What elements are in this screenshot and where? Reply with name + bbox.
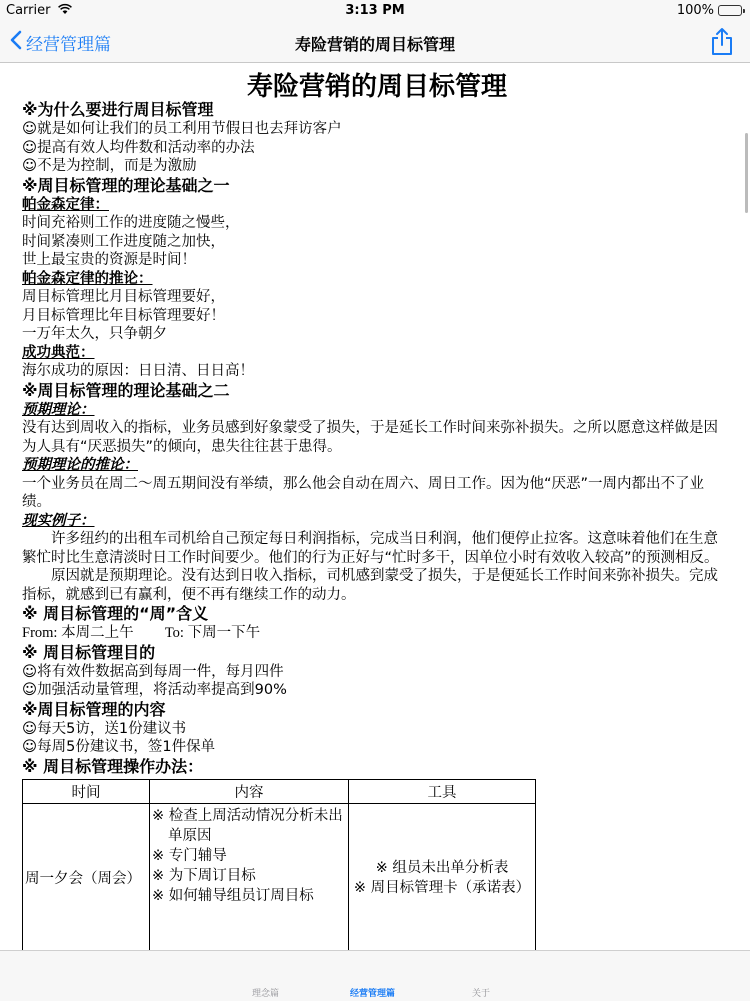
text-line: 时间充裕则工作的进度随之慢些，: [22, 215, 240, 231]
section-heading: ※ 周目标管理操作办法：: [22, 756, 204, 776]
battery-status: [677, 3, 742, 18]
tab-bar: [0, 950, 750, 1001]
week-range: [22, 624, 732, 643]
section-heading: ※ 周目标管理目的: [22, 642, 156, 662]
subheading: 帕金森定律的推论：: [22, 270, 153, 287]
carrier-label: Carrier: [6, 3, 51, 18]
document: [22, 63, 732, 996]
subheading: 帕金森定律：: [22, 196, 109, 213]
table-header-row: [23, 779, 536, 803]
paragraph: 没有达到周收入的指标，业务员感到好象蒙受了损失，于是延长工作时间来弥补损失。之所以愿意这样做是因为人具有“厌恶损失”的倾向，患失往往甚于患得。: [22, 420, 718, 455]
text-line: 一万年太久，只争朝夕: [22, 326, 167, 342]
text-line: 海尔成功的原因：日日清、日日高！: [22, 363, 254, 379]
to-value: 下周一下午: [187, 625, 261, 641]
section-heading: ※周目标管理的理论基础之一: [22, 175, 230, 195]
document-title: 寿险营销的周目标管理: [246, 72, 507, 102]
paragraph: 许多纽约的出租车司机给自己预定每日利润指标，完成当日利润，他们便停止拉客。这意味着他们在生意繁忙时比生意清淡时日工作时间要少。他们的行为正好与“忙时多干，因单位小时有效收入较高”的预测相反。: [22, 531, 719, 566]
cell-tools: [349, 803, 536, 952]
section-heading: ※周目标管理的理论基础之二: [22, 380, 230, 400]
content-item: ※ 专门辅导: [152, 847, 227, 864]
share-button[interactable]: [708, 26, 736, 56]
tab-about[interactable]: 关于: [472, 989, 491, 999]
list-item: ☺将有效件数据高到每周一件，每月四件: [22, 663, 284, 680]
subheading: 预期理论的推论：: [22, 457, 138, 473]
page-title: 寿险营销的周目标管理: [294, 35, 455, 54]
cell-time: 周一夕会（周会）: [23, 803, 150, 952]
section-heading: ※为什么要进行周目标管理: [22, 100, 214, 119]
list-item: ☺每周5份建议书，签1件保单: [22, 739, 216, 755]
section-heading: ※周目标管理的内容: [22, 699, 166, 719]
text-line: 月目标管理比年目标管理要好！: [22, 307, 225, 324]
from-label: From:: [22, 625, 58, 641]
back-label: 经营管理篇: [26, 35, 111, 55]
subheading: 预期理论：: [22, 401, 95, 418]
list-item: ☺每天5访，送1份建议书: [22, 720, 187, 737]
section-heading: ※ 周目标管理的“周”含义: [22, 604, 209, 623]
column-header-time: 时间: [23, 779, 150, 803]
text-line: 时间紧凑则工作进度随之加快，: [22, 233, 225, 250]
battery-percent: 100%: [676, 3, 714, 18]
tab-management[interactable]: 经营管理篇: [350, 989, 396, 999]
text-line: 世上最宝贵的资源是时间！: [22, 252, 196, 268]
column-header-tools: 工具: [349, 779, 536, 803]
navigation-bar: [0, 22, 750, 63]
document-view[interactable]: [0, 63, 750, 950]
paragraph: 原因就是预期理论。没有达到日收入指标，司机感到蒙受了损失，于是便延长工作时间来弥补损失。完成指标，就感到已有赢利，便不再有继续工作的动力。: [22, 568, 718, 603]
list-item: ☺就是如何让我们的员工利用节假日也去拜访客户: [22, 121, 342, 137]
list-item: ☺提高有效人均件数和活动率的办法: [22, 139, 255, 156]
column-header-content: 内容: [150, 779, 349, 803]
content-item: ※ 检查上周活动情况分析未出单原因: [152, 807, 343, 844]
tab-philosophy[interactable]: 理念篇: [252, 989, 280, 999]
cell-content: [150, 803, 349, 952]
share-icon: [708, 26, 736, 56]
status-bar: [0, 0, 750, 22]
subheading: 现实例子：: [22, 512, 95, 529]
content-item: ※ 为下周订目标: [152, 867, 256, 884]
tool-item: ※ 周目标管理卡（承诺表）: [353, 879, 531, 896]
text-line: 周目标管理比月目标管理要好，: [22, 289, 225, 305]
list-item: ☺不是为控制，而是为激励: [22, 158, 197, 174]
paragraph: 一个业务员在周二～周五期间没有举绩，那么他会自动在周六、周日工作。因为他“厌恶”一周内都出不了业绩。: [22, 475, 705, 510]
clock: 3:13 PM: [345, 3, 405, 18]
scrollbar[interactable]: [745, 133, 748, 213]
table-row: [23, 803, 536, 952]
subheading: 成功典范：: [22, 344, 95, 361]
list-item: ☺加强活动量管理，将活动率提高到90%: [22, 682, 287, 698]
from-value: 本周二上午: [61, 625, 134, 641]
battery-icon: [718, 5, 742, 16]
to-label: To:: [164, 625, 184, 641]
content-item: ※ 如何辅导组员订周目标: [152, 887, 314, 904]
tool-item: ※ 组员未出单分析表: [375, 859, 509, 876]
